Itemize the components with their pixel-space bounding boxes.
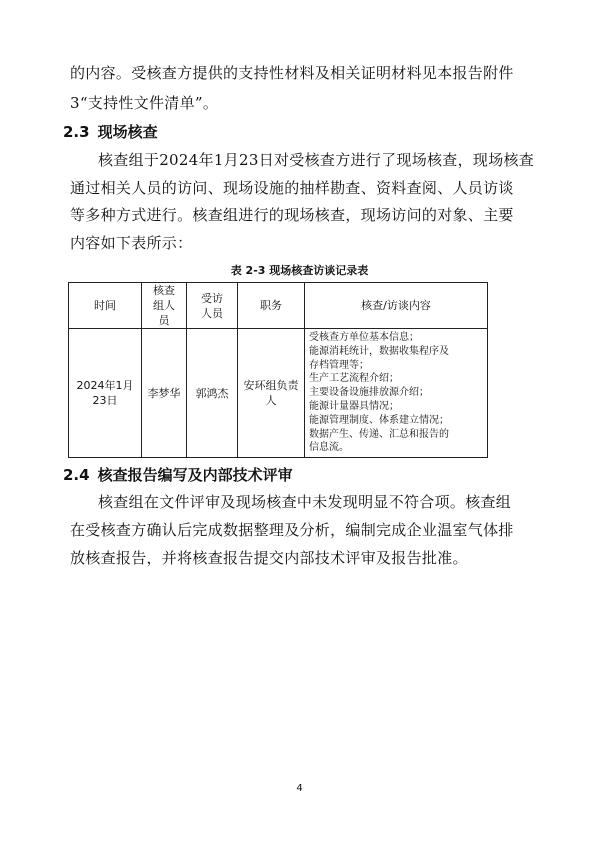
cell-time bbox=[69, 329, 142, 458]
intro-line-2: 3“支持性文件清单”。 bbox=[70, 94, 219, 112]
table-caption: 表 2-3 现场核查访谈记录表 bbox=[230, 264, 369, 277]
section-2-3-heading bbox=[63, 121, 158, 142]
section-2-3-paragraph-line: 通过相关人员的访问、现场设施的抽样勘查、资料查阅、人员访谈 bbox=[70, 179, 514, 197]
section-2-4-paragraph-line: 放核查报告，并将核查报告提交内部技术评审及报告批准。 bbox=[70, 549, 468, 567]
intro-line-1: 的内容。受核查方提供的支持性材料及相关证明材料见本报告附件 bbox=[70, 64, 514, 82]
content-line: 受核查方单位基本信息； bbox=[309, 332, 419, 343]
header-time: 时间 bbox=[69, 283, 142, 329]
cell-time-text: 2024年1月23日 bbox=[76, 379, 134, 408]
content-line: 主要设备设施排放源介绍； bbox=[309, 387, 429, 399]
header-team bbox=[142, 283, 187, 329]
header-team-text: 核查组人员 bbox=[153, 284, 175, 327]
section-2-4-number: 2.4 bbox=[63, 466, 90, 484]
content-line: 数据产生、传递、汇总和报告的 bbox=[309, 428, 449, 440]
page-number: 4 bbox=[296, 783, 303, 794]
section-2-3-paragraph-line: 核查组于2024年1月23日对受核查方进行了现场核查，现场核查 bbox=[98, 151, 535, 169]
interview-record-table bbox=[68, 282, 488, 458]
section-2-4-title: 核查报告编写及内部技术评审 bbox=[97, 466, 293, 484]
cell-role bbox=[238, 329, 305, 458]
section-2-3-number: 2.3 bbox=[63, 123, 90, 141]
header-interviewee-text: 受访人员 bbox=[201, 291, 223, 320]
cell-role-text: 安环组负责人 bbox=[243, 379, 299, 408]
table-header-row bbox=[69, 283, 488, 329]
section-2-4-heading bbox=[63, 464, 293, 485]
section-2-4-paragraph-line: 在受核查方确认后完成数据整理及分析，编制完成企业温室气体排 bbox=[70, 521, 514, 539]
section-2-3-paragraph-line: 等多种方式进行。核查组进行的现场核查，现场访问的对象、主要 bbox=[70, 206, 514, 224]
table-row bbox=[69, 329, 488, 458]
cell-interviewee: 郭鸿杰 bbox=[187, 329, 238, 458]
header-content: 核查/访谈内容 bbox=[305, 283, 488, 329]
content-line: 存档管理等； bbox=[309, 359, 369, 371]
section-2-4-paragraph-line: 核查组在文件评审及现场核查中未发现明显不符合项。核查组 bbox=[98, 493, 512, 511]
content-line: 能源管理制度、体系建立情况； bbox=[309, 414, 449, 426]
header-interviewee bbox=[187, 283, 238, 329]
content-line: 信息流。 bbox=[309, 442, 349, 454]
header-role: 职务 bbox=[238, 283, 305, 329]
section-2-3-title: 现场核查 bbox=[97, 123, 158, 141]
content-line: 能源计量器具情况； bbox=[309, 400, 399, 412]
cell-content bbox=[305, 329, 488, 458]
content-line: 能源消耗统计，数据收集程序及 bbox=[309, 345, 449, 357]
content-line: 生产工艺流程介绍； bbox=[309, 373, 399, 385]
section-2-3-paragraph-line: 内容如下表所示： bbox=[70, 234, 193, 252]
cell-team: 李梦华 bbox=[142, 329, 187, 458]
